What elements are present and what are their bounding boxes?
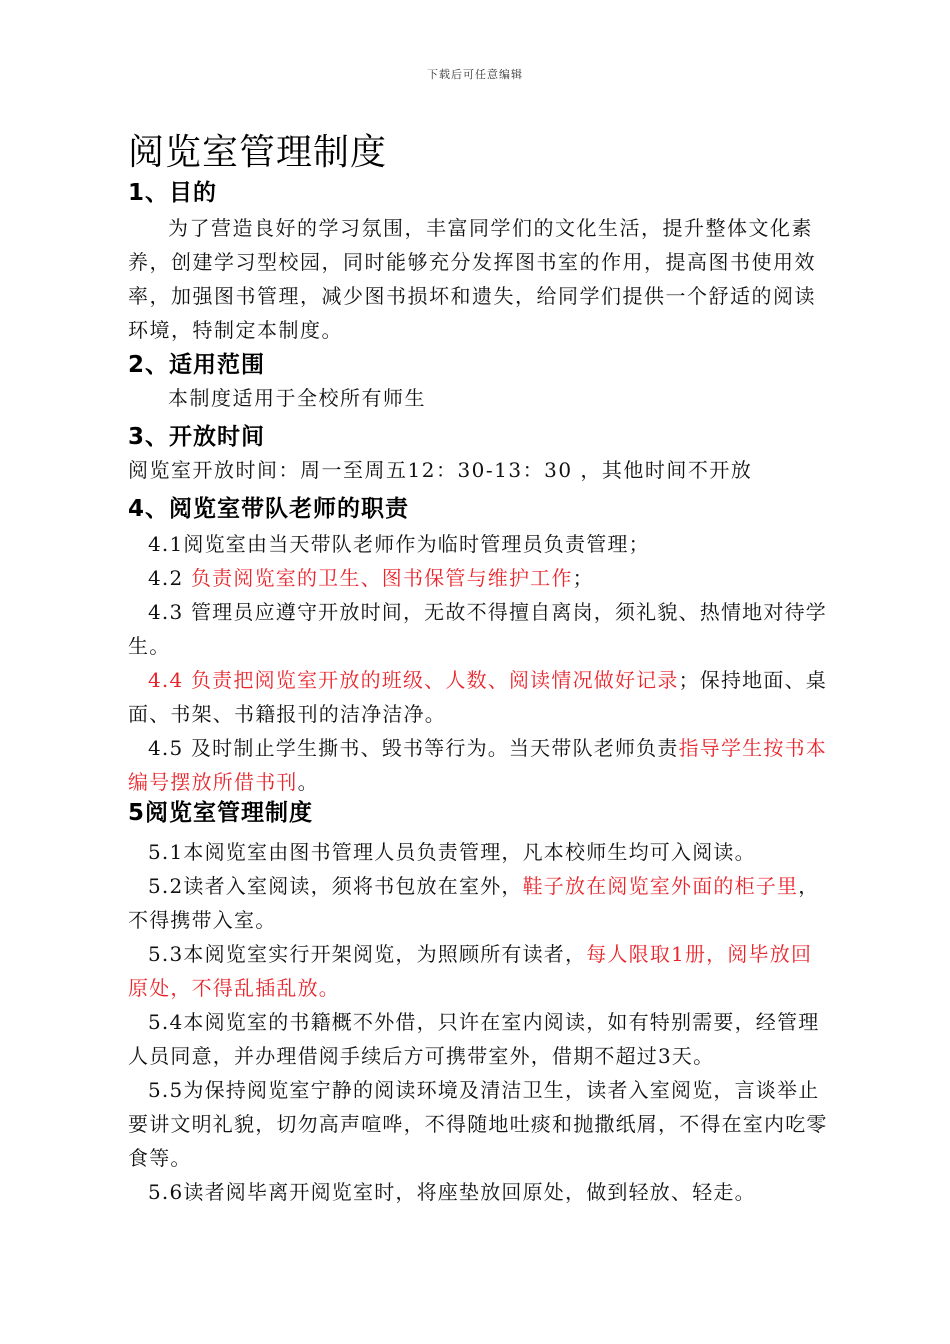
section-heading: 2、适用范围 [128,352,266,378]
item-text: ，不得携带入室。 [128,874,820,932]
section-body: 本制度适用于全校所有师生 [168,386,426,410]
item-text: 。 [297,770,319,794]
document-title: 阅览室管理制度 [128,132,388,173]
list-item: 4.1阅览室由当天带队老师作为临时管理员负责管理； [148,532,650,556]
list-item [128,937,828,1005]
section-scope [128,346,828,415]
section-body: 阅览室开放时间：周一至周五12：30-13：30 ，其他时间不开放 [128,458,753,482]
list-item [128,731,828,799]
item-number: 4.2 [148,566,191,590]
section-heading: 5阅览室管理制度 [128,800,314,826]
highlighted-text: 负责阅览室的卫生、图书保管与维护工作 [190,566,573,590]
section-purpose [128,174,828,347]
item-text: 5.3本阅览室实行开架阅览，为照顾所有读者， [148,942,587,966]
list-item: 5.5为保持阅览室宁静的阅读环境及清洁卫生，读者入室阅览，言谈举止要讲文明礼貌，切勿高声喧哗，不得随地吐痰和抛撒纸屑，不得在室内吃零食等。 [128,1078,828,1170]
list-item [128,561,828,595]
item-text: 4.5 及时制止学生撕书、毁书等行为。当天带队老师负责 [148,736,679,760]
item-text: ； [572,566,594,590]
list-item: 5.4本阅览室的书籍概不外借，只许在室内阅读，如有特别需要，经管理人员同意，并办理借阅手续后方可携带室外，借期不超过3天。 [128,1010,820,1068]
section-heading: 3、开放时间 [128,424,266,450]
highlighted-text: 鞋子放在阅览室外面的柜子里 [522,874,799,898]
list-item: 5.1本阅览室由图书管理人员负责管理，凡本校师生均可入阅读。 [148,840,756,864]
section-body: 为了营造良好的学习氛围，丰富同学们的文化生活，提升整体文化素养，创建学习型校园，同时能够充分发挥图书室的作用，提高图书使用效率，加强图书管理，减少图书损坏和遗失，给同学们提供一个舒适的阅读环境，特制定本制度。 [128,216,816,342]
highlighted-text: 指导学生按书本编号摆放所借书刊 [128,736,827,794]
section-opening-hours [128,418,828,487]
highlighted-text: 4.4 负责把阅览室开放的班级、人数、阅读情况做好记录 [148,668,679,692]
item-text: 5.2读者入室阅读，须将书包放在室外， [148,874,523,898]
section-heading: 4、阅览室带队老师的职责 [128,496,410,522]
section-heading: 1、目的 [128,180,218,206]
list-item: 4.3 管理员应遵守开放时间，无故不得擅自离岗，须礼貌、热情地对待学生。 [128,600,827,658]
list-item: 5.6读者阅毕离开阅览室时，将座垫放回原处，做到轻放、轻走。 [148,1180,756,1204]
list-item [128,663,828,731]
section-management-rules [128,794,828,1209]
section-teacher-duties [128,490,828,799]
item-text: ；保持地面、桌面、书架、书籍报刊的洁净洁净。 [128,668,827,726]
list-item [128,869,828,937]
highlighted-text: 每人限取1册，阅毕放回原处，不得乱插乱放。 [128,942,813,1000]
header-note: 下载后可任意编辑 [427,68,523,81]
